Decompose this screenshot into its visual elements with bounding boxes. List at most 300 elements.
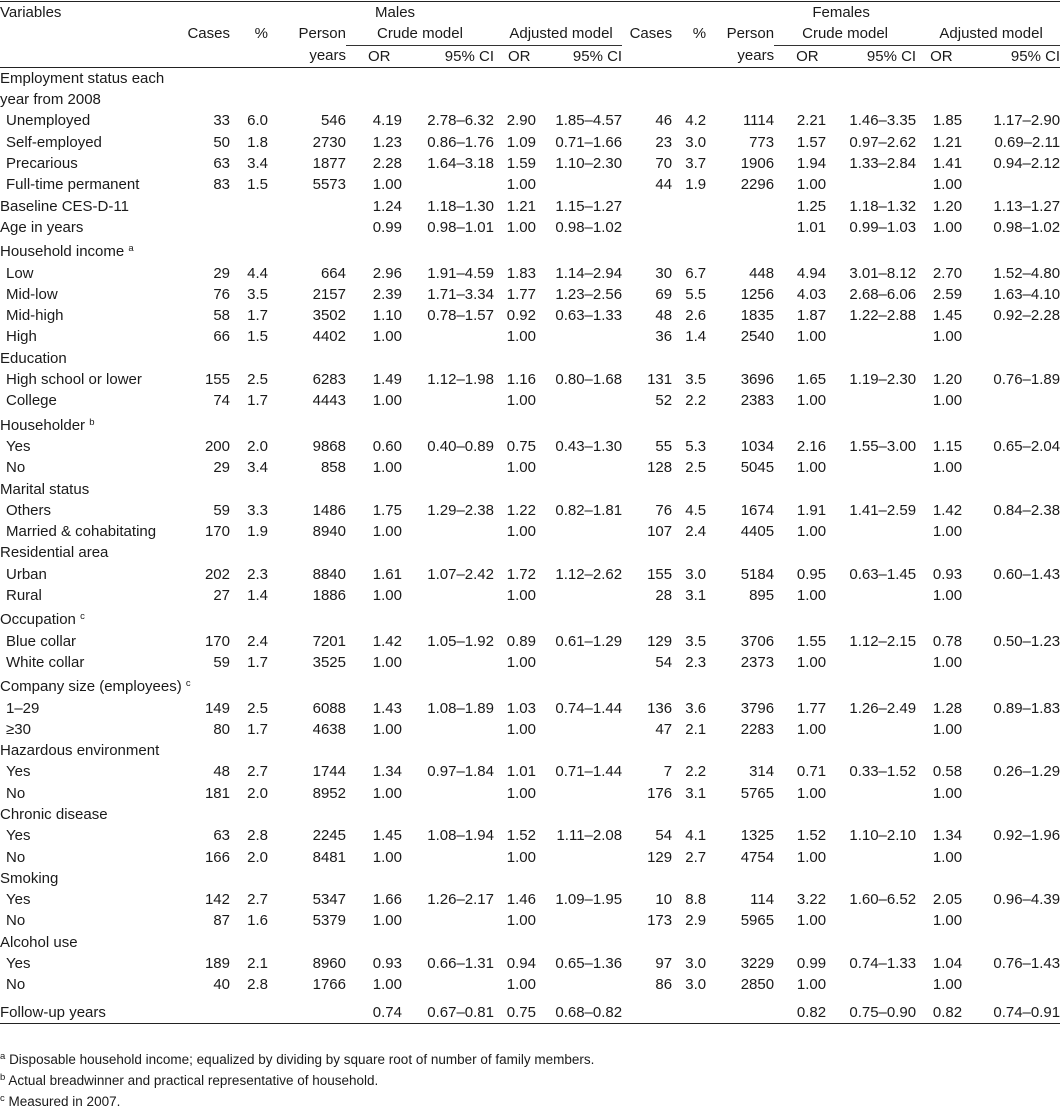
male-cases: 33 [213, 112, 230, 130]
female-adj-or: 0.82 [916, 996, 962, 1024]
female-crude-or: 4.94 [796, 264, 827, 282]
or-header: OR [346, 45, 402, 67]
female-crude-ci [826, 174, 916, 195]
male-adj-or: 1.00 [506, 848, 536, 866]
female-cases: 23 [655, 133, 673, 151]
male-cases: 27 [213, 587, 230, 605]
male-adj-ci [536, 326, 622, 347]
female-person-years: 1674 [740, 501, 775, 519]
female-crude-or: 1.00 [796, 976, 827, 994]
male-adj-ci: 1.12–2.62 [555, 565, 623, 583]
female-person-years: 4405 [740, 523, 775, 541]
female-crude-ci: 1.18–1.32 [849, 197, 917, 215]
female-adj-or: 1.00 [932, 328, 963, 346]
table-row [0, 804, 1060, 825]
person-header: Person [298, 25, 346, 43]
male-adj-ci: 0.74–1.44 [555, 699, 623, 717]
male-crude-ci: 0.98–1.01 [427, 218, 494, 236]
male-pct: 1.5 [247, 328, 268, 346]
row-label: No [6, 912, 26, 930]
male-pct: 2.5 [247, 371, 268, 389]
female-crude-ci [826, 974, 916, 995]
female-crude-ci: 1.46–3.35 [849, 112, 917, 130]
male-crude-ci [402, 585, 494, 606]
table-row [0, 698, 1060, 719]
female-cases: 55 [655, 437, 673, 455]
adjusted-model-header: Adjusted model [916, 23, 1060, 45]
male-crude-ci: 2.78–6.32 [427, 112, 494, 130]
female-crude-or: 1.00 [796, 912, 827, 930]
female-crude-ci [826, 847, 916, 868]
male-pct: 2.8 [247, 976, 268, 994]
female-crude-ci: 1.19–2.30 [849, 371, 917, 389]
male-crude-ci: 0.78–1.57 [427, 307, 494, 325]
row-label: Chronic disease [0, 805, 108, 823]
male-cases: 63 [213, 827, 230, 845]
female-cases: 97 [655, 955, 673, 973]
table-row [0, 479, 1060, 500]
female-adj-ci [962, 174, 1060, 195]
row-label: Yes [6, 955, 31, 973]
female-adj-or: 0.78 [932, 632, 963, 650]
row-label: High school or lower [6, 371, 142, 389]
male-cases: 166 [204, 848, 230, 866]
male-crude-ci: 1.08–1.89 [427, 699, 494, 717]
female-person-years: 1114 [742, 112, 775, 130]
female-adj-or: 1.00 [932, 523, 963, 541]
male-crude-ci: 1.71–3.34 [427, 285, 494, 303]
male-adj-or: 0.75 [506, 437, 536, 455]
male-cases: 29 [213, 264, 230, 282]
or-header: OR [774, 45, 826, 67]
female-adj-or: 1.45 [932, 307, 963, 325]
male-adj-ci: 0.43–1.30 [555, 437, 623, 455]
male-crude-ci: 1.18–1.30 [427, 197, 494, 215]
male-person-years: 2730 [312, 133, 346, 151]
female-cases: 36 [655, 328, 673, 346]
male-person-years: 1744 [312, 763, 346, 781]
male-person-years: 1486 [312, 501, 346, 519]
male-cases: 80 [213, 720, 230, 738]
female-adj-or: 1.00 [932, 218, 963, 236]
table-row [0, 889, 1060, 910]
male-crude-or: 1.00 [372, 328, 402, 346]
table-row [0, 652, 1060, 673]
table-row [0, 390, 1060, 411]
male-cases: 59 [213, 501, 230, 519]
table-row [0, 673, 1060, 697]
pct-header: % [692, 25, 707, 43]
female-pct: 3.7 [685, 155, 707, 173]
female-person-years: 2383 [740, 392, 775, 410]
male-cases: 74 [213, 392, 230, 410]
female-person-years: 5765 [740, 784, 775, 802]
male-crude-ci [402, 974, 494, 995]
male-crude-or: 1.00 [372, 392, 402, 410]
male-adj-or: 0.75 [494, 996, 536, 1024]
female-pct [672, 196, 714, 217]
male-adj-ci: 0.80–1.68 [555, 371, 623, 389]
row-label: Yes [6, 827, 31, 845]
row-label: Others [6, 501, 52, 519]
table-row [0, 761, 1060, 782]
male-crude-or: 0.60 [372, 437, 402, 455]
male-pct: 3.4 [247, 459, 268, 477]
male-crude-ci [402, 174, 494, 195]
male-crude-ci [402, 521, 494, 542]
male-cases: 58 [213, 307, 230, 325]
female-crude-ci [826, 390, 916, 411]
table-row [0, 436, 1060, 457]
row-label: No [6, 459, 26, 477]
male-adj-or: 1.22 [506, 501, 536, 519]
row-label: ≥30 [6, 720, 31, 738]
male-cases: 202 [204, 565, 230, 583]
male-crude-or: 1.00 [372, 720, 402, 738]
male-crude-ci: 0.86–1.76 [427, 133, 494, 151]
male-pct: 2.3 [247, 565, 268, 583]
male-person-years: 4638 [312, 720, 346, 738]
table-row [0, 564, 1060, 585]
female-person-years: 1034 [740, 437, 775, 455]
female-crude-or: 3.22 [796, 891, 827, 909]
cases-header: Cases [629, 25, 673, 43]
table-row [0, 740, 1060, 761]
male-person-years: 6283 [312, 371, 346, 389]
row-label: Mid-low [6, 285, 58, 303]
crude-model-header: Crude model [774, 23, 916, 45]
female-crude-or: 0.99 [796, 955, 827, 973]
female-person-years: 3229 [740, 955, 775, 973]
female-cases: 129 [647, 632, 673, 650]
female-crude-or: 1.65 [796, 371, 827, 389]
table-body [0, 67, 1060, 1023]
male-adj-ci: 0.65–1.36 [555, 955, 623, 973]
female-cases: 107 [647, 523, 673, 541]
male-crude-or: 1.42 [372, 632, 402, 650]
male-adj-ci [536, 652, 622, 673]
male-person-years: 8940 [312, 523, 346, 541]
male-crude-ci: 0.40–0.89 [427, 437, 494, 455]
male-crude-or: 1.23 [372, 133, 402, 151]
row-label: Yes [6, 763, 31, 781]
female-cases: 28 [655, 587, 673, 605]
table-row [0, 847, 1060, 868]
female-adj-ci [962, 390, 1060, 411]
male-person-years: 1766 [312, 976, 346, 994]
female-pct: 5.5 [685, 285, 707, 303]
female-crude-or: 1.00 [796, 848, 827, 866]
female-crude-or: 1.25 [796, 197, 827, 215]
male-person-years: 3502 [312, 307, 346, 325]
male-cases: 40 [213, 976, 230, 994]
row-label: Baseline CES-D-11 [0, 197, 129, 215]
crude-model-header: Crude model [346, 23, 494, 45]
male-adj-or: 1.46 [506, 891, 536, 909]
female-adj-or: 1.20 [932, 197, 963, 215]
female-adj-or: 1.00 [932, 459, 963, 477]
female-crude-or: 1.01 [796, 218, 827, 236]
years-header: years [276, 45, 346, 67]
row-label: year from 2008 [0, 91, 101, 109]
table-row [0, 996, 1060, 1024]
male-adj-ci [536, 719, 622, 740]
female-crude-or: 1.94 [796, 155, 827, 173]
male-adj-or: 1.83 [506, 264, 536, 282]
male-crude-ci: 0.67–0.81 [402, 996, 494, 1024]
female-crude-or: 1.00 [796, 587, 827, 605]
table-row [0, 196, 1060, 217]
male-crude-or: 1.49 [372, 371, 402, 389]
female-cases [622, 196, 672, 217]
female-crude-ci [826, 326, 916, 347]
female-cases: 54 [655, 827, 673, 845]
female-person-years: 1325 [740, 827, 775, 845]
male-crude-or: 1.34 [372, 763, 402, 781]
male-crude-ci: 0.97–1.84 [427, 763, 494, 781]
female-cases: 76 [655, 501, 673, 519]
female-person-years [714, 196, 774, 217]
female-crude-ci [826, 719, 916, 740]
female-pct: 2.7 [685, 848, 707, 866]
female-adj-or: 1.00 [932, 976, 963, 994]
female-crude-or: 1.55 [796, 632, 827, 650]
male-adj-ci [536, 521, 622, 542]
row-label: Follow-up years [0, 996, 168, 1024]
female-cases: 176 [647, 784, 673, 802]
female-crude-or: 1.00 [796, 176, 827, 194]
table-row [0, 521, 1060, 542]
female-adj-ci: 0.94–2.12 [993, 155, 1060, 173]
male-cases: 142 [204, 891, 230, 909]
female-crude-or: 0.82 [774, 996, 826, 1024]
male-crude-or: 1.10 [372, 307, 402, 325]
male-pct: 2.0 [247, 848, 268, 866]
male-cases: 29 [213, 459, 230, 477]
male-crude-or: 1.00 [372, 459, 402, 477]
female-crude-ci: 0.97–2.62 [849, 133, 917, 151]
table-row [0, 542, 1060, 563]
male-person-years: 2245 [312, 827, 346, 845]
male-crude-or: 1.75 [372, 501, 402, 519]
female-pct: 2.2 [685, 763, 707, 781]
female-cases: 30 [655, 264, 673, 282]
male-adj-or: 1.01 [506, 763, 536, 781]
female-adj-ci: 0.65–2.04 [993, 437, 1060, 455]
male-person-years: 546 [320, 112, 346, 130]
adjusted-model-header: Adjusted model [494, 23, 622, 45]
female-person-years: 1256 [740, 285, 775, 303]
table-row [0, 412, 1060, 436]
male-pct: 3.4 [247, 155, 268, 173]
female-adj-ci: 1.63–4.10 [993, 285, 1060, 303]
male-cases: 87 [213, 912, 230, 930]
female-adj-ci [962, 974, 1060, 995]
female-crude-ci [826, 521, 916, 542]
male-cases: 76 [213, 285, 230, 303]
male-crude-or: 1.00 [372, 848, 402, 866]
table-row [0, 263, 1060, 284]
female-cases: 155 [647, 565, 673, 583]
male-cases: 155 [204, 371, 230, 389]
female-crude-ci: 0.33–1.52 [849, 763, 917, 781]
table-row [0, 348, 1060, 369]
male-cases [168, 217, 230, 238]
row-label: Full-time permanent [6, 176, 140, 194]
male-person-years: 858 [320, 459, 346, 477]
female-pct: 3.1 [685, 587, 707, 605]
female-adj-or: 1.00 [932, 392, 963, 410]
ci-header: 95% CI [826, 45, 916, 67]
female-crude-or: 1.00 [796, 523, 827, 541]
male-cases: 48 [213, 763, 230, 781]
female-pct: 4.1 [685, 827, 707, 845]
female-person-years: 1906 [740, 155, 775, 173]
male-crude-or: 1.00 [372, 176, 402, 194]
female-pct: 4.5 [685, 501, 707, 519]
male-person-years [276, 196, 346, 217]
table-row [0, 910, 1060, 931]
male-cases: 66 [213, 328, 230, 346]
male-pct: 1.7 [247, 653, 268, 671]
male-person-years: 7201 [312, 632, 346, 650]
male-pct: 2.0 [247, 784, 268, 802]
male-crude-or: 1.00 [372, 653, 402, 671]
male-pct: 2.7 [247, 891, 268, 909]
females-header: Females [812, 4, 870, 21]
female-crude-or: 2.21 [796, 112, 827, 130]
male-crude-ci [402, 783, 494, 804]
male-pct: 2.1 [247, 955, 268, 973]
row-label: Hazardous environment [0, 742, 160, 760]
female-pct: 2.3 [685, 653, 707, 671]
male-adj-ci: 1.15–1.27 [555, 197, 623, 215]
male-adj-or: 0.92 [506, 307, 536, 325]
female-person-years: 114 [750, 891, 775, 909]
female-adj-ci: 1.52–4.80 [993, 264, 1060, 282]
male-cases: 59 [213, 653, 230, 671]
female-person-years [714, 217, 774, 238]
table-row [0, 217, 1060, 238]
female-person-years: 2296 [740, 176, 775, 194]
female-adj-or: 1.00 [932, 912, 963, 930]
header-row-2 [0, 23, 1060, 45]
male-person-years: 8481 [312, 848, 346, 866]
male-adj-or: 1.00 [506, 653, 536, 671]
female-person-years: 773 [749, 133, 775, 151]
female-cases: 173 [647, 912, 673, 930]
row-label: Householder $^b$ [0, 416, 95, 434]
male-crude-ci [402, 326, 494, 347]
female-adj-ci [962, 847, 1060, 868]
row-label: Unemployed [6, 112, 91, 130]
male-person-years: 8952 [312, 784, 346, 802]
row-label: Residential area [0, 544, 109, 562]
male-adj-ci [536, 457, 622, 478]
female-crude-ci: 0.75–0.90 [826, 996, 916, 1024]
ci-header: 95% CI [402, 45, 494, 67]
row-label: Household income $^a$ [0, 243, 134, 261]
row-label: Company size (employees) $^c$ [0, 678, 191, 696]
female-adj-ci [962, 910, 1060, 931]
row-label: Marital status [0, 480, 90, 498]
female-crude-ci: 1.22–2.88 [849, 307, 917, 325]
male-adj-ci: 1.10–2.30 [555, 155, 623, 173]
male-crude-or: 4.19 [372, 112, 402, 130]
male-pct: 3.5 [247, 285, 268, 303]
table-row [0, 305, 1060, 326]
row-label: Urban [6, 565, 47, 583]
female-crude-or: 2.16 [796, 437, 827, 455]
male-cases [168, 196, 230, 217]
male-adj-ci [536, 847, 622, 868]
female-person-years: 3706 [740, 632, 775, 650]
female-adj-or: 1.21 [932, 133, 963, 151]
female-person-years [714, 996, 774, 1024]
male-adj-ci: 0.82–1.81 [555, 501, 623, 519]
male-person-years: 1877 [312, 155, 346, 173]
row-label: Employment status each [0, 69, 165, 87]
male-adj-ci [536, 910, 622, 931]
male-crude-or: 2.39 [372, 285, 402, 303]
male-pct: 2.7 [247, 763, 268, 781]
female-adj-or: 1.00 [932, 653, 963, 671]
female-adj-or: 1.00 [932, 587, 963, 605]
male-adj-or: 1.52 [506, 827, 536, 845]
row-label: Alcohol use [0, 933, 78, 951]
female-pct: 8.8 [685, 891, 707, 909]
male-adj-or: 1.00 [506, 176, 536, 194]
female-crude-ci: 0.99–1.03 [849, 218, 917, 236]
male-adj-ci: 1.14–2.94 [555, 264, 623, 282]
male-crude-ci: 1.08–1.94 [427, 827, 494, 845]
table-row [0, 89, 1060, 110]
male-person-years: 664 [320, 264, 346, 282]
female-adj-or: 2.05 [932, 891, 963, 909]
female-cases: 131 [647, 371, 673, 389]
male-adj-ci [536, 390, 622, 411]
male-adj-or: 1.59 [506, 155, 536, 173]
male-pct: 1.5 [247, 176, 268, 194]
male-crude-or: 1.24 [372, 197, 402, 215]
female-adj-ci: 0.96–4.39 [993, 891, 1060, 909]
male-cases: 149 [204, 699, 230, 717]
female-crude-ci: 1.10–2.10 [849, 827, 917, 845]
male-person-years: 4443 [312, 392, 346, 410]
male-pct: 2.0 [247, 437, 268, 455]
male-person-years: 8840 [312, 565, 346, 583]
male-cases: 63 [213, 155, 230, 173]
female-cases: 7 [663, 763, 673, 781]
female-person-years: 895 [749, 587, 775, 605]
row-label: Education [0, 349, 67, 367]
male-pct: 1.7 [247, 307, 268, 325]
table-row [0, 153, 1060, 174]
male-crude-or: 1.00 [372, 976, 402, 994]
male-crude-ci [402, 457, 494, 478]
female-pct: 3.0 [685, 133, 707, 151]
female-pct [672, 217, 714, 238]
male-cases: 50 [213, 133, 230, 151]
years-header: years [714, 45, 774, 67]
or-header: OR [494, 45, 536, 67]
table-row [0, 238, 1060, 262]
female-adj-or: 1.00 [932, 848, 963, 866]
row-label: Rural [6, 587, 42, 605]
female-crude-ci [826, 585, 916, 606]
female-adj-ci [962, 521, 1060, 542]
table-row [0, 974, 1060, 995]
